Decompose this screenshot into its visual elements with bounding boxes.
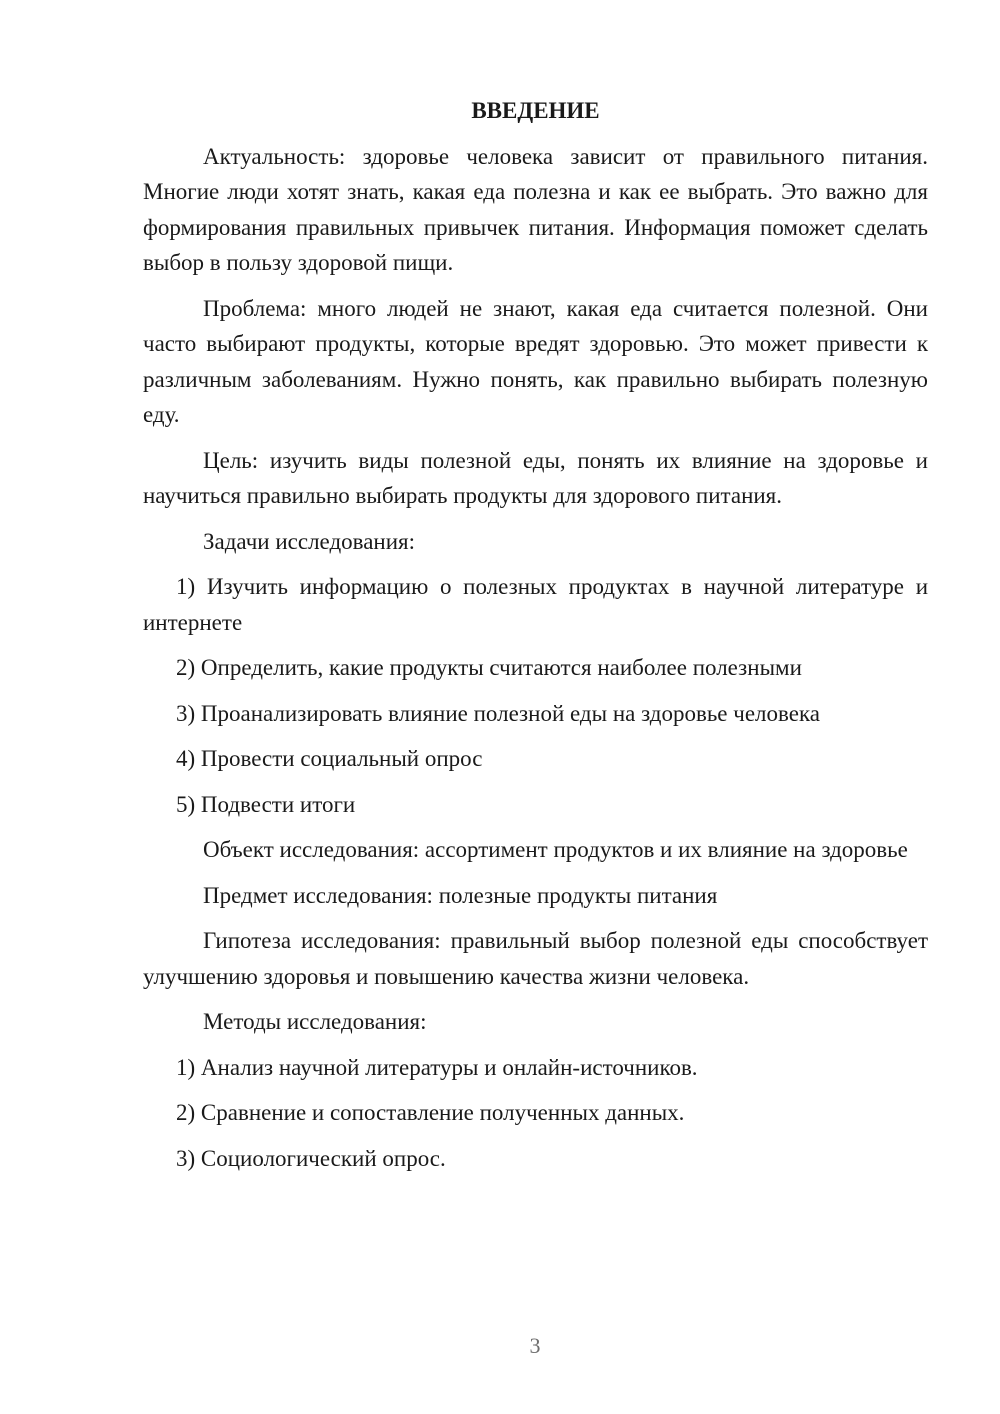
object-paragraph: Объект исследования: ассортимент продуктов и их влияние на здоровье — [203, 837, 908, 862]
method-item-2: 2) Сравнение и сопоставление полученных данных. — [176, 1100, 685, 1125]
task-item-1: 1) Изучить информацию о полезных продуктах в научной литературе и интернете — [143, 574, 928, 635]
method-item-1: 1) Анализ научной литературы и онлайн-источников. — [176, 1054, 698, 1080]
task-item-2: 2) Определить, какие продукты считаются наиболее полезными — [176, 655, 802, 680]
relevance-paragraph: Актуальность: здоровье человека зависит от правильного питания. Многие люди хотят знать, какая еда полезна и как ее выбрать. Это важно для формирования правильных привычек питания. Информация поможет сделать выбор в пользу здоровой пищи. — [143, 143, 928, 275]
hypothesis-paragraph: Гипотеза исследования: правильный выбор полезной еды способствует улучшению здоровья и повышению качества жизни человека. — [143, 928, 928, 989]
methods-heading: Методы исследования: — [203, 1009, 427, 1034]
method-item-3: 3) Социологический опрос. — [176, 1145, 446, 1171]
problem-paragraph: Проблема: много людей не знают, какая еда считается полезной. Они часто выбирают продукты, которые вредят здоровью. Это может привести к различным заболеваниям. Нужно понять, как правильно выбирать полезную еду. — [143, 295, 928, 427]
page-title: ВВЕДЕНИЕ — [471, 98, 600, 123]
page-number: 3 — [529, 1333, 541, 1358]
task-item-5: 5) Подвести итоги — [176, 791, 356, 817]
tasks-heading: Задачи исследования: — [203, 528, 416, 554]
subject-paragraph: Предмет исследования: полезные продукты питания — [203, 882, 718, 908]
goal-paragraph: Цель: изучить виды полезной еды, понять их влияние на здоровье и научиться правильно выбирать продукты для здорового питания. — [143, 447, 928, 508]
task-item-3: 3) Проанализировать влияние полезной еды на здоровье человека — [176, 700, 820, 726]
task-item-4: 4) Провести социальный опрос — [176, 746, 483, 771]
page-content — [143, 93, 928, 1186]
